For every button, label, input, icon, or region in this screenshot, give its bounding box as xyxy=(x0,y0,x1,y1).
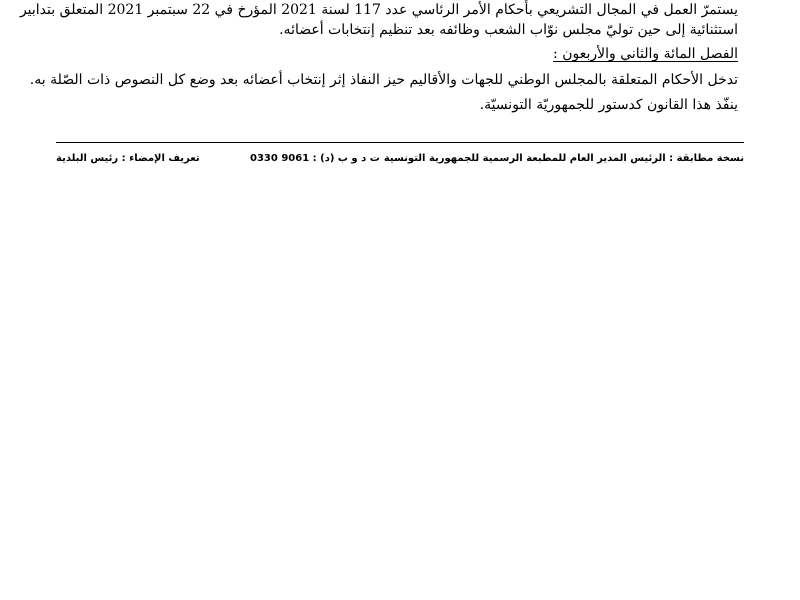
horizontal-rule xyxy=(56,142,744,143)
chapter-heading: الفصل المائة والثاني والأربعون : xyxy=(553,46,738,62)
paragraph-1-line-1: يستمرّ العمل في المجال التشريعي بأحكام الأمر الرئاسي عدد 117 لسنة 2021 المؤرخ في 22 سبتمبر 2021 المتعلق بتدابير xyxy=(19,2,738,18)
paragraph-1-line-2: استثنائية إلى حين توليّ مجلس نوّاب الشعب وظائفه بعد تنظيم إنتخابات أعضائه. xyxy=(279,22,738,38)
signature-note: تعريف الإمضاء : رئيس البلدية xyxy=(56,153,200,164)
paragraph-2: تدخل الأحكام المتعلقة بالمجلس الوطني للجهات والأقاليم حيز النفاذ إثر إنتخاب أعضائه بعد وضع كل النصوص ذات الصّلة به. xyxy=(29,72,738,88)
copy-conformity-note: نسخة مطابقة : الرئيس المدير العام للمطبعة الرسمية للجمهورية التونسية xyxy=(383,153,744,164)
reference-number: ت د و ب (د) : 9061 0330 xyxy=(250,153,380,164)
paragraph-3: ينفّذ هذا القانون كدستور للجمهوريّة التونسيّة. xyxy=(479,97,738,113)
